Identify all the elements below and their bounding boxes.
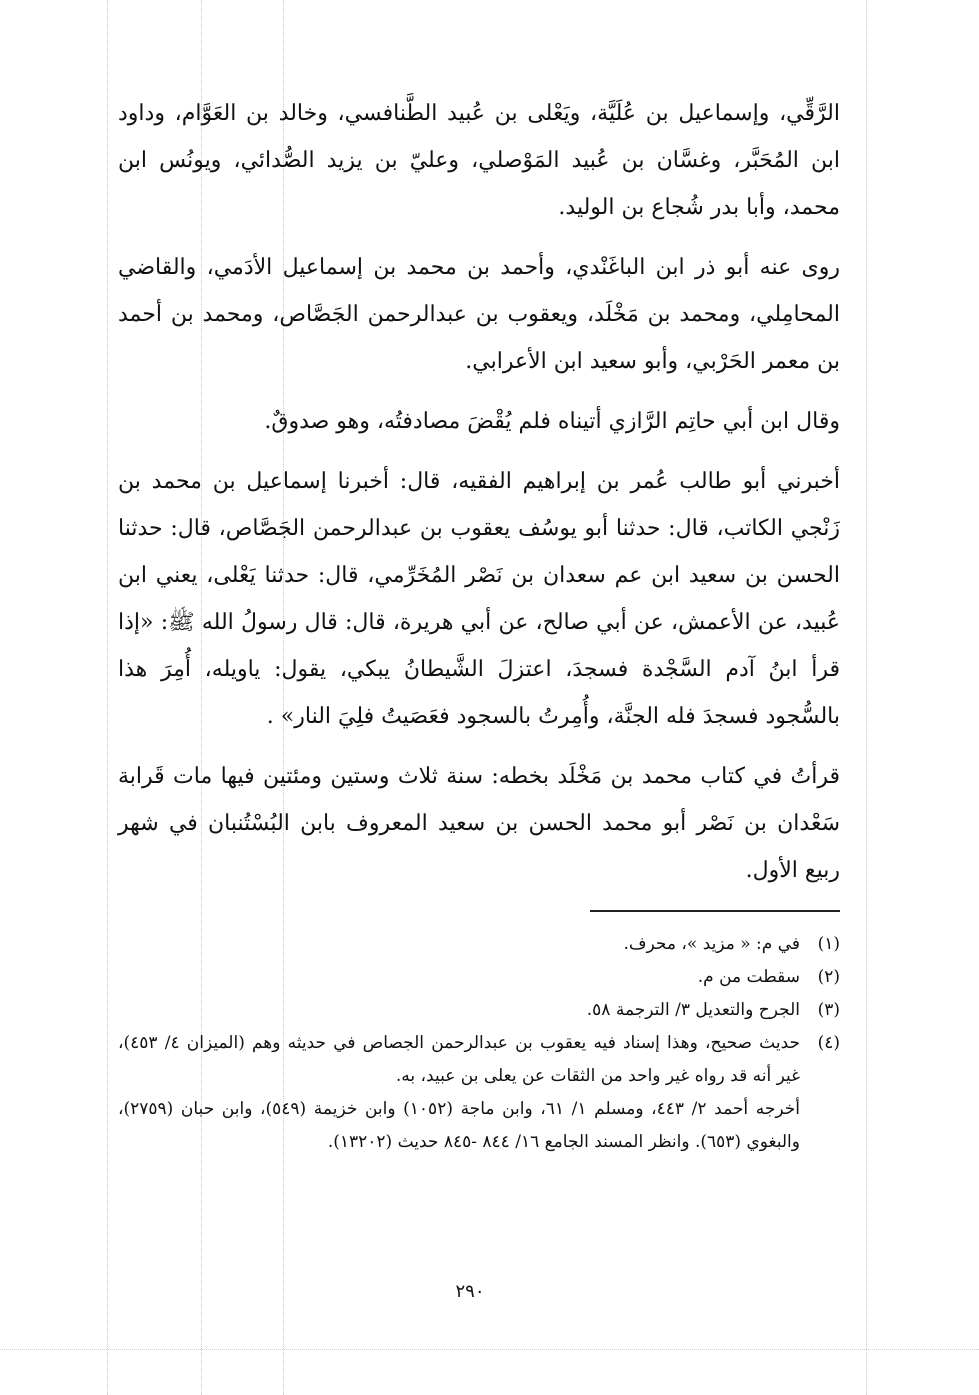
page-number: ٢٩٠ [455,1281,485,1302]
footnote-separator [590,910,840,912]
footnote-number: (٤) [817,1033,840,1053]
footnote-3 [118,994,840,1027]
guide-line [107,0,108,1395]
footnote-2 [118,961,840,994]
footnote-1 [118,928,840,961]
footnote-text: سقطت من م. [697,967,800,987]
main-text [118,90,840,907]
footnote-text: الجرح والتعديل ٣/ الترجمة ٥٨. [586,1000,800,1020]
footnote-number: (٣) [817,1000,840,1020]
footnote-4 [118,1027,840,1093]
paragraph-2: روى عنه أبو ذر ابن الباغَنْدي، وأحمد بن محمد بن إسماعيل الأدَمي، والقاضي المحامِلي، ومحمد بن مَخْلَد، ويعقوب بن عبدالرحمن الجَصَّاص، ومحمد بن أحمد بن معمر الحَرْبي، وأبو سعيد ابن الأعرابي. [118,255,840,374]
footnote-number: (٢) [817,967,840,987]
footnote-text: في م: « مزيد »، محرف. [623,934,800,954]
footnote-text: حديث صحيح، وهذا إسناد فيه يعقوب بن عبدالرحمن الجصاص في حديثه وهم (الميزان ٤/ ٤٥٣)، غير أنه قد رواه غير واحد من الثقات عن يعلى بن عبيد، به. [118,1033,801,1086]
paragraph-3: وقال ابن أبي حاتِم الرَّازي أتيناه فلم يُقْضَ مصادفتُه، وهو صدوقٌ. [264,409,840,434]
footnote-continuation: أخرجه أحمد ٢/ ٤٤٣، ومسلم ١/ ٦١، وابن ماجة (١٠٥٢) وابن خزيمة (٥٤٩)، وابن حبان (٢٧٥٩)، والبغوي (٦٥٣). وانظر المسند الجامع ١٦/ ٨٤٤ -٨٤٥ حديث (١٣٢٠٢). [118,1099,800,1152]
footnote-number: (١) [817,934,840,954]
paragraph-4: أخبرني أبو طالب عُمر بن إبراهيم الفقيه، قال: أخبرنا إسماعيل بن محمد بن زَنْجي الكاتب، قال: حدثنا أبو يوسُف يعقوب بن عبدالرحمن الجَصَّاص، قال: حدثنا الحسن بن سعيد ابن عم سعدان بن نَصْر المُخَرِّمي، قال: حدثنا يَعْلى، يعني ابن عُبيد، عن الأعمش، عن أبي صالح، عن أبي هريرة، قال: قال رسولُ الله ﷺ: «إذا قرأ ابنُ آدم السَّجْدة فسجدَ، اعتزلَ الشَّيطانُ يبكي، يقول: ياويله، أُمِرَ هذا بالسُّجود فسجدَ فله الجنَّة، وأُمِرتُ بالسجود فعَصَيتُ فلِيَ النار» . [118,469,840,729]
guide-line [866,0,867,1395]
paragraph-1: الرَّقِّي، وإسماعيل بن عُلَيَّة، ويَعْلى بن عُبيد الطَّنافسي، وخالد بن العَوَّام، وداود ابن المُحَبَّر، وغسَّان بن عُبيد المَوْصلي، وعليّ بن يزيد الصُّدائي، ويونُس ابن محمد، وأبا بدر شُجاع بن الوليد. [118,101,840,220]
guide-line [0,1349,979,1350]
paragraph-5: قرأتُ في كتاب محمد بن مَخْلَد بخطه: سنة ثلاث وستين ومئتين فيها مات قَرابة سَعْدان بن نَصْر أبو محمد الحسن بن سعيد المعروف بابن البُسْتُنبان في شهر ربيع الأول. [118,764,840,883]
footnotes [118,928,840,1159]
